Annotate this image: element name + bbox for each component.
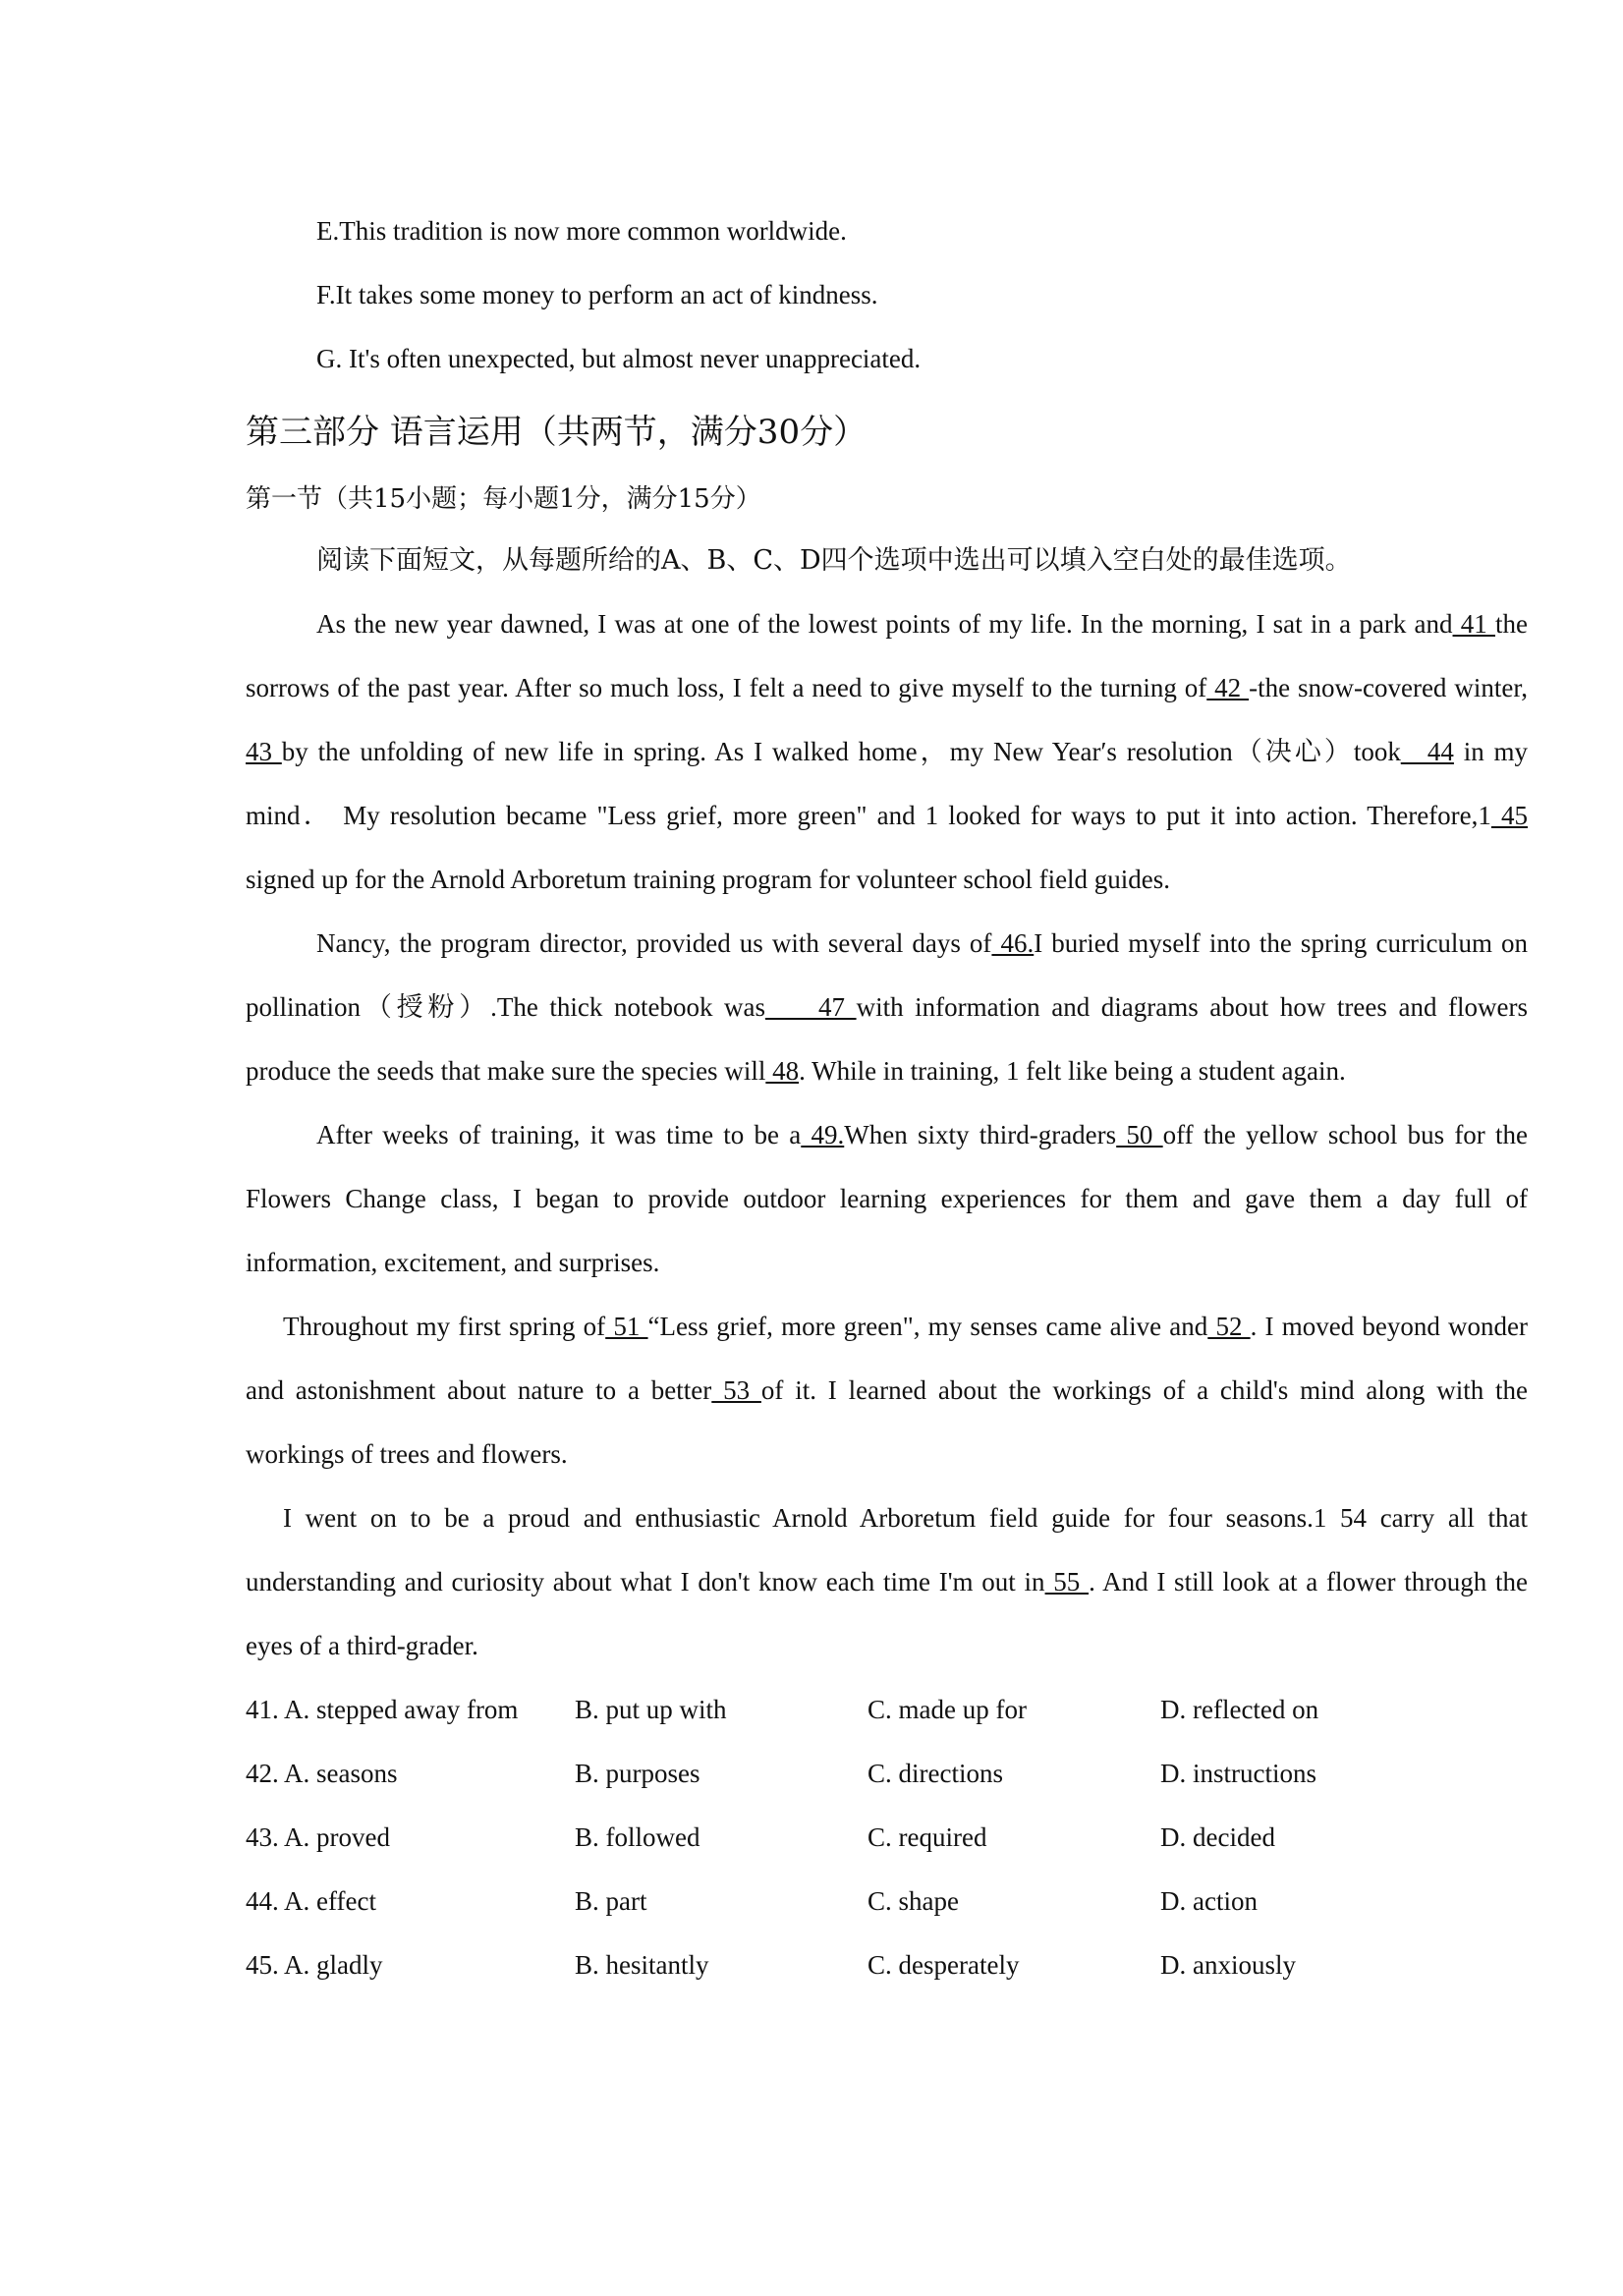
option-42-a: 42. A. seasons [246,1759,398,1788]
blank-44: __44 [1400,737,1454,766]
blank-52: 52 [1207,1312,1251,1341]
blank-46: 46. [991,928,1035,958]
option-42-c: C. directions [867,1759,1003,1788]
blank-45: 45 [1490,801,1529,830]
blank-48: 48 [765,1056,800,1086]
option-41-b: B. put up with [575,1695,727,1724]
option-45-d: D. anxiously [1160,1950,1296,1980]
blank-41: 41 [1452,609,1495,639]
section-title: 第一节（共15小题；每小题1分，满分15分） [246,484,761,514]
options-row-45 [246,1933,1528,1997]
passage-paragraph-4: Throughout my first spring of 51 “Less grief, more green", my senses came alive and 52 . I moved beyond wonder and astonishment about nature to a better 53 of it. I learned about the workings of a child's mind along with the workings of trees and flowers. [246,1312,1529,1469]
option-41-a: 41. A. stepped away from [246,1695,519,1724]
options-row-43 [246,1806,1528,1870]
blank-53: 53 [711,1375,761,1405]
option-42-b: B. purposes [575,1759,700,1788]
blank-47: ____47 [765,992,857,1022]
option-43-a: 43. A. proved [246,1822,390,1852]
part-title: 第三部分 语言运用（共两节，满分30分） [246,413,867,452]
option-41-d: D. reflected on [1160,1695,1319,1724]
option-45-c: C. desperately [867,1950,1020,1980]
option-44-d: D. action [1160,1886,1258,1916]
passage-paragraph-2: Nancy, the program director, provided us with several days of 46.I buried myself into the spring curriculum on pollination（授粉）.The thick notebook was____47 with information and diagrams about how trees and flowers produce the seeds that make sure the species will 48. While in training, 1 felt like being a student again. [246,928,1529,1086]
passage-paragraph-1: As the new year dawned, I was at one of the lowest points of my life. In the morning, I sat in a park and 41 the sorrows of the past year. After so much loss, I felt a need to give myself to the turning of 42 -the snow-covered winter, 43 by the unfolding of new life in spring. As I walked home，my New Year′s resolution（决心）took__44 in my mind． My resolution became "Less grief, more green" and 1 looked for ways to put it into action. Therefore,1 45 signed up for the Arnold Arboretum training program for volunteer school field guides. [246,609,1529,894]
option-44-a: 44. A. effect [246,1886,376,1916]
option-45-b: B. hesitantly [575,1950,709,1980]
option-43-b: B. followed [575,1822,700,1852]
option-43-d: D. decided [1160,1822,1275,1852]
option-44-c: C. shape [867,1886,959,1916]
passage-paragraph-5: I went on to be a proud and enthusiastic Arnold Arboretum field guide for four seasons.1 54 carry all that understanding and curiosity about what I don't know each time I'm out in 55 . And I still look at a flower through the eyes of a third-grader. [246,1503,1528,1660]
option-45-a: 45. A. gladly [246,1950,383,1980]
instruction: 阅读下面短文，从每题所给的A、B、C、D四个选项中选出可以填入空白处的最佳选项。 [316,545,1352,576]
option-43-c: C. required [867,1822,987,1852]
options-row-42 [246,1742,1528,1806]
blank-51: 51 [605,1312,648,1341]
passage-paragraph-3: After weeks of training, it was time to be a 49.When sixty third-graders 50 off the yellow school bus for the Flowers Change class, I began to provide outdoor learning experiences for them and gave them a day full of information, excitement, and surprises. [246,1120,1529,1277]
answer-options [246,1678,1528,1997]
blank-50: 50 [1116,1120,1163,1149]
option-f: F.It takes some money to perform an act of kindness. [316,280,878,309]
blank-42: 42 [1206,673,1250,702]
options-row-41 [246,1678,1528,1742]
option-44-b: B. part [575,1886,647,1916]
content-column [246,199,1528,1997]
option-e: E.This tradition is now more common worldwide. [316,216,847,246]
blank-55: 55 [1044,1567,1090,1596]
option-42-d: D. instructions [1160,1759,1316,1788]
blank-49: 49. [801,1120,845,1149]
option-g: G. It's often unexpected, but almost never unappreciated. [316,344,922,373]
blank-43: 43 [246,737,282,766]
options-row-44 [246,1870,1528,1933]
option-41-c: C. made up for [867,1695,1027,1724]
